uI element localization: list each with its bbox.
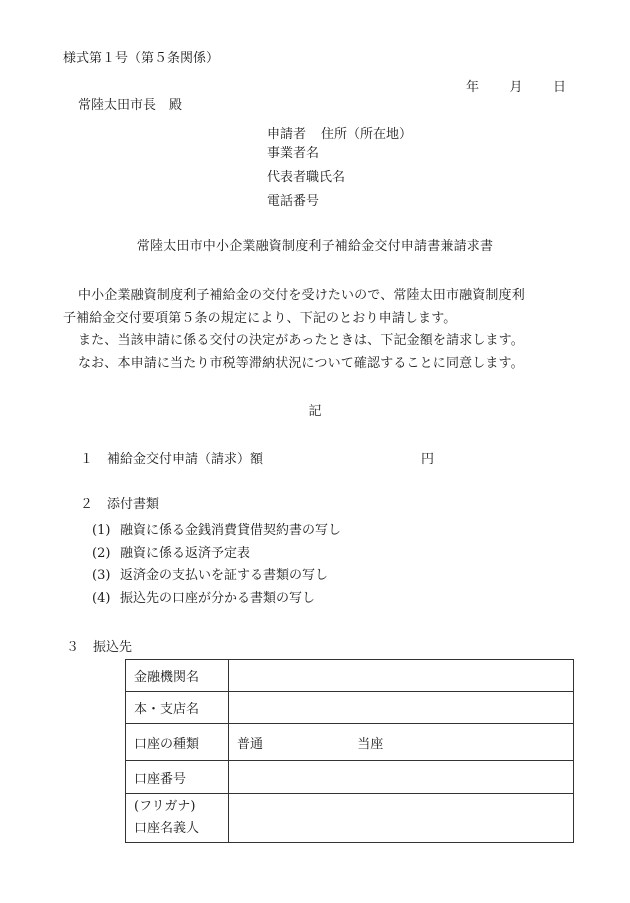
table-row [126,724,574,761]
section2-number: ２ [80,497,94,512]
bank-name-field[interactable] [229,660,574,692]
attachment-item: (3) 返済金の支払いを証する書類の写し [92,568,329,583]
branch-name-field[interactable] [229,692,574,724]
bank-account-table [125,659,574,843]
body-line-1: 中小企業融資制度利子補給金の交付を受けたいので、常陸太田市融資制度利 [78,288,525,303]
account-holder-label [126,794,229,843]
addressee: 常陸太田市長 殿 [78,98,183,113]
body-paragraph [63,285,573,375]
body-line-4: なお、本申請に当たり市税等滞納状況について確認することに同意します。 [78,355,524,371]
section3-number: ３ [66,640,80,655]
section1-unit: 円 [421,452,435,467]
date-line [466,76,566,95]
attachment-list [92,520,341,610]
business-name-label: 事業者名 [267,146,320,161]
phone-label: 電話番号 [267,194,320,209]
representative-label: 代表者職氏名 [267,170,346,185]
section1-number: １ [80,452,94,467]
account-type-field[interactable] [229,724,574,761]
section1-label: 補給金交付申請（請求）額 [107,452,264,467]
account-number-label: 口座番号 [126,761,229,794]
bank-name-label: 金融機関名 [126,660,229,692]
account-holder-field[interactable] [229,794,574,843]
date-day-label: 日 [552,80,566,95]
account-type-label: 口座の種類 [126,724,229,761]
body-line-2: 子補給金交付要項第５条の規定により、下記のとおり申請します。 [63,310,457,326]
body-line-3: また、当該申請に係る交付の決定があったときは、下記金額を請求します。 [78,333,524,348]
furigana-label: (フリガナ) [134,799,196,814]
account-type-ordinary[interactable]: 普通 [237,736,264,752]
table-row [126,794,574,843]
attachment-item: (2) 融資に係る返済予定表 [92,545,251,561]
date-year-label: 年 [466,80,480,95]
form-number: 様式第１号（第５条関係） [63,51,220,66]
table-row [126,660,574,692]
table-row [126,692,574,724]
section3-label: 振込先 [93,640,133,655]
applicant-address-label: 住所（所在地） [321,127,413,142]
holder-label: 口座名義人 [134,821,200,836]
attachment-item: (4) 振込先の口座が分かる書類の写し [92,590,316,606]
table-row [126,761,574,794]
section2-label: 添付書類 [107,497,160,512]
attachment-item: (1) 融資に係る金銭消費貸借契約書の写し [92,523,342,538]
branch-name-label: 本・支店名 [126,692,229,724]
account-type-current[interactable]: 当座 [357,736,384,752]
document-title: 常陸太田市中小企業融資制度利子補給金交付申請書兼請求書 [136,239,494,254]
account-number-field[interactable] [229,761,574,794]
date-month-label: 月 [509,80,523,95]
applicant-label: 申請者 [267,127,307,142]
ki-heading: 記 [308,404,322,419]
